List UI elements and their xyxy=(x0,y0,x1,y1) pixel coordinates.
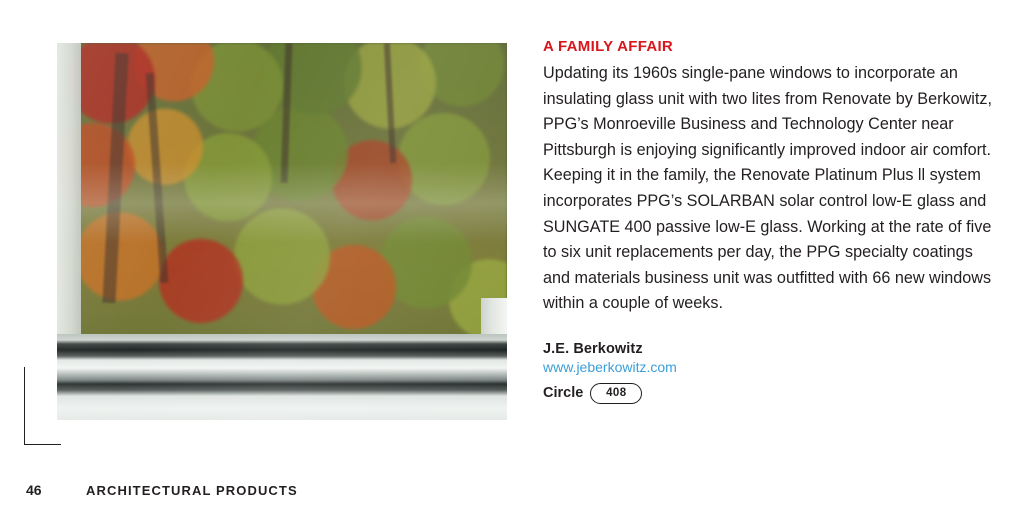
article-photo xyxy=(57,43,507,420)
page-footer xyxy=(26,482,298,498)
haze-layer xyxy=(57,163,507,243)
page-number: 46 xyxy=(26,482,42,498)
company-name: J.E. Berkowitz xyxy=(543,340,643,357)
article-body: Updating its 1960s single-pane windows to incorporate an insulating glass unit with two lites from Renovate by Berkowitz, PPG’s Monroeville Business and Technology Center near Pittsburgh is enjoying significantly improved indoor air comfort. Keeping it in the family, the Renovate Platinum Plus ll system incorporates PPG’s SOLARBAN solar control low-E glass and SUNGATE 400 passive low-E glass. Working at the rate of five to six unit replacements per day, the PPG specialty coatings and materials business unit was outfitted with 66 new windows within a couple of weeks. xyxy=(543,64,992,313)
window-sill xyxy=(57,334,507,420)
publication-name: ARCHITECTURAL PRODUCTS xyxy=(86,483,298,498)
circle-label: Circle xyxy=(543,385,584,402)
article-text-column xyxy=(543,38,995,404)
window-photograph xyxy=(57,43,507,420)
article-headline: A FAMILY AFFAIR xyxy=(543,38,674,55)
company-website-link[interactable]: www.jeberkowitz.com xyxy=(543,358,677,375)
circle-number-badge: 408 xyxy=(590,383,642,404)
reader-service-row xyxy=(543,383,995,404)
crop-mark xyxy=(24,367,61,445)
article-credits xyxy=(543,341,995,404)
